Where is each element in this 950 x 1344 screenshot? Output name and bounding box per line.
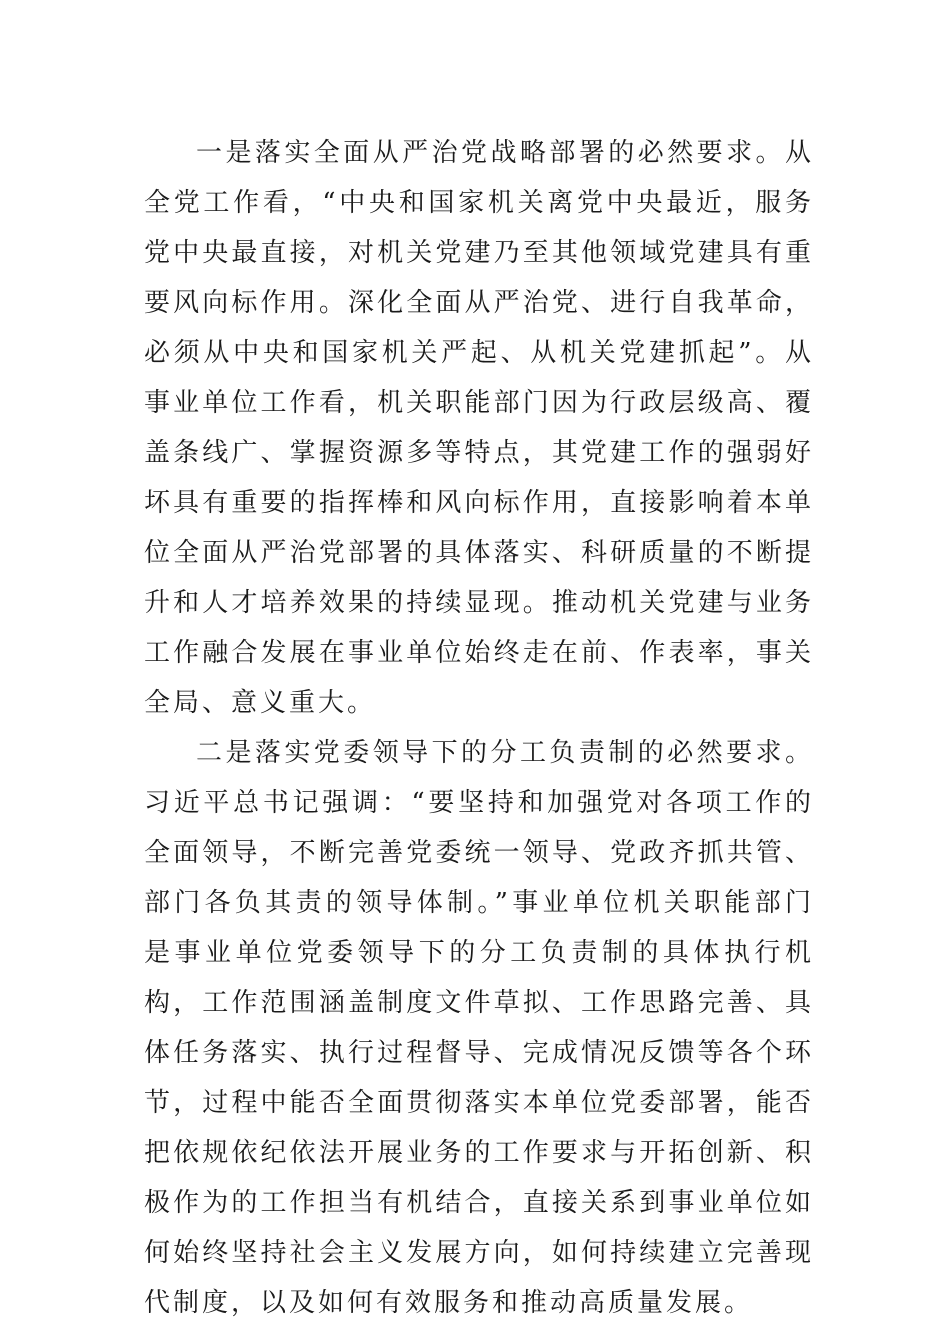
- paragraph-first: 一是落实全面从严治党战略部署的必然要求。从全党工作看，“中央和国家机关离党中央最近，服务党中央最直接，对机关党建乃至其他领域党建具有重要风向标作用。深化全面从严治党、进行自我革命，必须从中央和国家机关严起、从机关党建抓起”。从事业单位工作看，机关职能部门因为行政层级高、覆盖条线广、掌握资源多等特点，其党建工作的强弱好坏具有重要的指挥棒和风向标作用，直接影响着本单位全面从严治党部署的具体落实、科研质量的不断提升和人才培养效果的持续显现。推动机关党建与业务工作融合发展在事业单位始终走在前、作表率，事关全局、意义重大。: [144, 138, 814, 718]
- paragraph-second: 二是落实党委领导下的分工负责制的必然要求。习近平总书记强调：“要坚持和加强党对各项工作的全面领导，不断完善党委统一领导、党政齐抓共管、部门各负其责的领导体制。”事业单位机关职能部门是事业单位党委领导下的分工负责制的具体执行机构，工作范围涵盖制度文件草拟、工作思路完善、具体任务落实、执行过程督导、完成情况反馈等各个环节，过程中能否全面贯彻落实本单位党委部署，能否把依规依纪依法开展业务的工作要求与开拓创新、积极作为的工作担当有机结合，直接关系到事业单位如何始终坚持社会主义发展方向，如何持续建立完善现代制度，以及如何有效服务和推动高质量发展。: [144, 738, 814, 1318]
- document-body: [144, 128, 814, 1328]
